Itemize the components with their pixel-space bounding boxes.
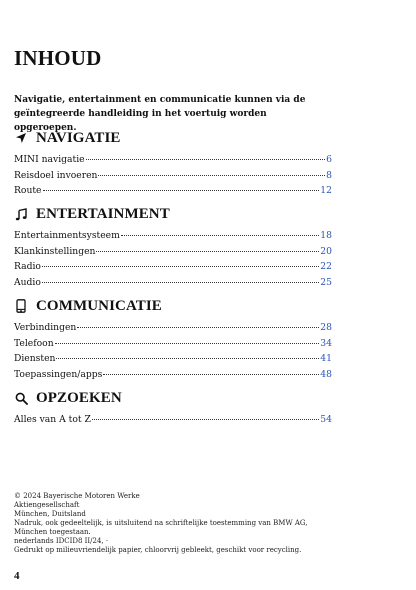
section-header [14, 296, 332, 316]
page-number: 4 [14, 570, 20, 582]
toc-label: MINI navigatie [14, 154, 85, 165]
leader-dots [43, 190, 320, 191]
toc-page-link[interactable]: 34 [320, 337, 332, 349]
toc-label: Diensten [14, 353, 56, 364]
edition-line: nederlands IDCID8 II/24, · [14, 537, 109, 545]
section-entertainment [14, 204, 332, 292]
section-header [14, 204, 332, 224]
toc-page-link[interactable]: 22 [320, 261, 332, 272]
toc-entry-reisdoel-invoeren[interactable] [14, 170, 332, 186]
toc-entry-entertainmentsysteem[interactable] [14, 230, 332, 246]
intro-text: Navigatie, entertainment en communicatie kunnen via de geïntegreerde handleiding in het voertuig worden opgeroepen. [14, 95, 306, 133]
leader-dots [98, 175, 325, 176]
leader-dots [42, 282, 319, 283]
toc-page-link[interactable]: 8 [326, 169, 332, 181]
section-title: OPZOEKEN [36, 389, 122, 406]
toc-page-link[interactable]: 48 [320, 368, 332, 380]
section-header [14, 128, 332, 148]
section-title: COMMUNICATIE [36, 297, 162, 314]
toc-label: Entertainmentsysteem [14, 230, 120, 241]
copyright-line: © 2024 Bayerische Motoren Werke [14, 492, 140, 500]
leader-dots [55, 343, 320, 344]
imprint-footer [14, 492, 324, 555]
toc-entry-mini-navigatie[interactable] [14, 154, 332, 170]
toc-label: Alles van A tot Z [14, 414, 91, 425]
leader-dots [77, 327, 319, 328]
leader-dots [103, 374, 319, 375]
toc-label: Radio [14, 261, 41, 272]
toc-page-link[interactable]: 12 [320, 185, 332, 196]
toc-page-link[interactable]: 41 [320, 353, 332, 364]
page-title: INHOUD [14, 46, 102, 70]
toc-page-link[interactable]: 54 [320, 414, 332, 425]
toc-entry-diensten[interactable] [14, 353, 332, 369]
leader-dots [56, 358, 319, 359]
toc-entry-klankinstellingen[interactable] [14, 246, 332, 262]
paper-notice: Gedrukt op milieuvriendelijk papier, chloorvrij gebleekt, geschikt voor recycling. [14, 546, 302, 554]
toc-label: Telefoon [14, 337, 54, 349]
toc-label: Audio [14, 276, 41, 288]
section-title: NAVIGATIE [36, 129, 121, 146]
toc-entry-verbindingen[interactable] [14, 322, 332, 338]
location-line: München, Duitsland [14, 510, 86, 518]
leader-dots [42, 266, 319, 267]
toc-label: Reisdoel invoeren [14, 169, 98, 181]
toc-page-link[interactable]: 20 [320, 245, 332, 257]
toc-entry-audio[interactable] [14, 277, 332, 293]
toc-page-link[interactable]: 28 [320, 322, 332, 333]
toc-entry-telefoon[interactable] [14, 338, 332, 354]
toc-page-link[interactable]: 25 [320, 276, 332, 288]
section-opzoeken [14, 388, 332, 430]
section-header [14, 388, 332, 408]
reprint-notice: Nadruk, ook gedeeltelijk, is uitsluitend na schriftelijke toestemming van BMW AG, München toegestaan. [14, 519, 308, 536]
section-title: ENTERTAINMENT [36, 205, 170, 222]
toc-entry-alles-van-a-tot-z[interactable] [14, 414, 332, 430]
toc-label: Toepassingen/apps [14, 368, 103, 380]
toc-page-link[interactable]: 6 [326, 154, 332, 165]
toc-entry-route[interactable] [14, 185, 332, 201]
toc-entry-toepassingen-apps[interactable] [14, 369, 332, 385]
phone-icon [14, 299, 28, 313]
toc-label: Verbindingen [14, 322, 77, 333]
leader-dots [96, 251, 319, 252]
toc-page-link[interactable]: 18 [320, 230, 332, 241]
company-line: Aktiengesellschaft [14, 501, 80, 509]
leader-dots [121, 235, 319, 236]
section-communicatie [14, 296, 332, 384]
leader-dots [92, 419, 319, 420]
toc-label: Route [14, 185, 42, 196]
music-note-icon [14, 207, 28, 221]
search-icon [14, 391, 28, 405]
toc-label: Klankinstellingen [14, 245, 96, 257]
section-navigatie [14, 128, 332, 201]
toc-entry-radio[interactable] [14, 261, 332, 277]
leader-dots [86, 159, 326, 160]
navigation-arrow-icon [14, 131, 28, 145]
